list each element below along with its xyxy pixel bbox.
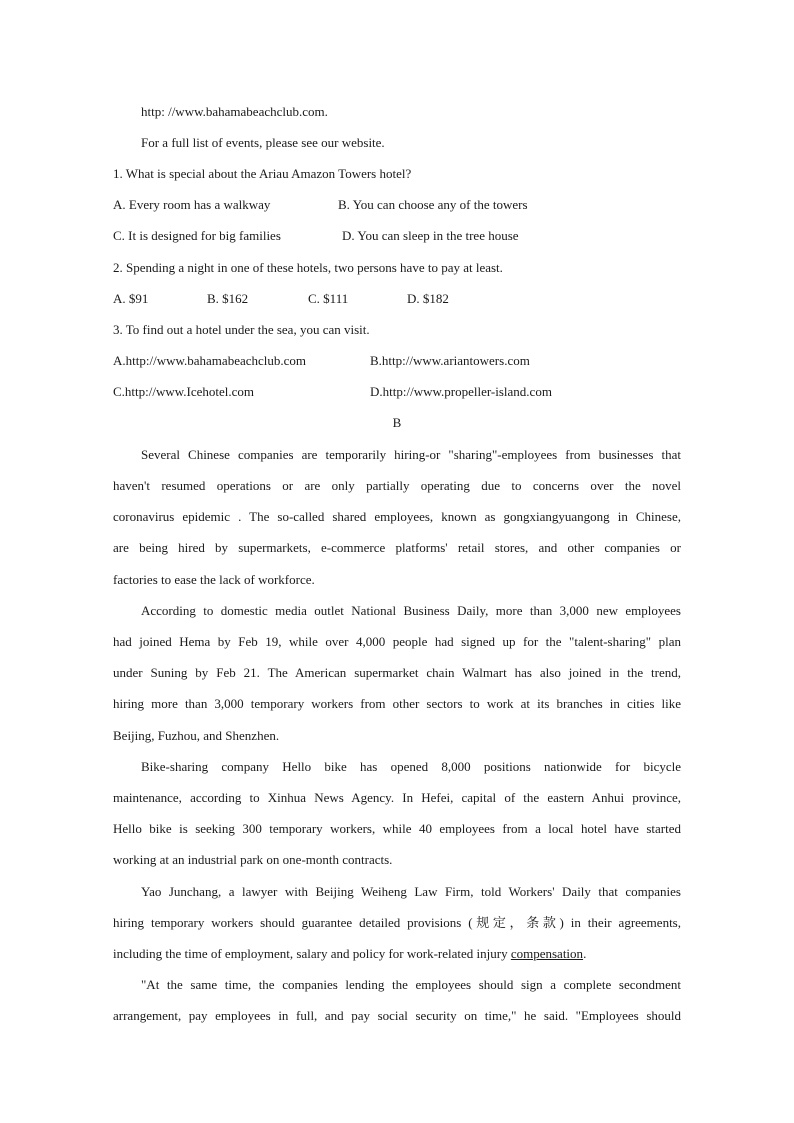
question-1-option-c: C. It is designed for big families bbox=[113, 228, 281, 243]
paragraph-line: According to domestic media outlet National Business Daily, more than 3,000 new employees bbox=[141, 603, 681, 618]
question-1-stem: 1. What is special about the Ariau Amazon Towers hotel? bbox=[113, 166, 412, 181]
question-3-option-d: D.http://www.propeller-island.com bbox=[370, 384, 552, 399]
paragraph-line: Hello bike is seeking 300 temporary workers, while 40 employees from a local hotel have started bbox=[113, 821, 681, 836]
question-1-option-d: D. You can sleep in the tree house bbox=[342, 228, 519, 243]
underlined-word: compensation bbox=[510, 946, 584, 961]
paragraph-line: "At the same time, the companies lending the employees should sign a complete secondment bbox=[141, 977, 681, 992]
paragraph-line: hiring more than 3,000 temporary workers from other sectors to work at its branches in cities like bbox=[113, 696, 681, 711]
paragraph-line: Beijing, Fuzhou, and Shenzhen. bbox=[113, 728, 280, 743]
paragraph-line: Bike-sharing company Hello bike has opened 8,000 positions nationwide for bicycle bbox=[141, 759, 681, 774]
paragraph-line-with-underline bbox=[113, 946, 586, 962]
question-1-option-b: B. You can choose any of the towers bbox=[338, 197, 528, 212]
paragraph-text: including the time of employment, salary and policy for work-related injury bbox=[113, 946, 511, 961]
question-3-option-b: B.http://www.ariantowers.com bbox=[370, 353, 530, 368]
section-heading: B bbox=[392, 415, 402, 430]
question-3-stem: 3. To find out a hotel under the sea, you can visit. bbox=[113, 322, 370, 337]
website-line: http: //www.bahamabeachclub.com. bbox=[141, 104, 328, 119]
paragraph-line: maintenance, according to Xinhua News Agency. In Hefei, capital of the eastern Anhui province, bbox=[113, 790, 681, 805]
paragraph-line: factories to ease the lack of workforce. bbox=[113, 572, 315, 587]
question-2-option-d: D. $182 bbox=[407, 291, 449, 306]
full-list-line: For a full list of events, please see our website. bbox=[141, 135, 385, 150]
question-3-option-a: A.http://www.bahamabeachclub.com bbox=[113, 353, 307, 368]
paragraph-line: had joined Hema by Feb 19, while over 4,000 people had signed up for the "talent-sharing" plan bbox=[113, 634, 681, 649]
paragraph-line: under Suning by Feb 21. The American supermarket chain Walmart has also joined in the trend, bbox=[113, 665, 681, 680]
paragraph-line: coronavirus epidemic . The so-called shared employees, known as gongxiangyuangong in Chinese, bbox=[113, 509, 681, 524]
question-2-option-c: C. $111 bbox=[308, 291, 349, 306]
paragraph-line: Several Chinese companies are temporarily hiring-or "sharing"-employees from businesses that bbox=[141, 447, 681, 462]
paragraph-line: Yao Junchang, a lawyer with Beijing Weiheng Law Firm, told Workers' Daily that companies bbox=[141, 884, 681, 899]
paragraph-line: arrangement, pay employees in full, and pay social security on time," he said. "Employees should bbox=[113, 1008, 681, 1023]
paragraph-line: are being hired by supermarkets, e-commerce platforms' retail stores, and other companies or bbox=[113, 540, 681, 555]
paragraph-line: hiring temporary workers should guarantee detailed provisions (规定，条款) in their agreements, bbox=[113, 915, 681, 930]
paragraph-line: haven't resumed operations or are only partially operating due to concerns over the novel bbox=[113, 478, 681, 493]
question-2-option-b: B. $162 bbox=[207, 291, 249, 306]
period: . bbox=[583, 946, 587, 961]
paragraph-line: working at an industrial park on one-month contracts. bbox=[113, 852, 393, 867]
question-2-stem: 2. Spending a night in one of these hotels, two persons have to pay at least. bbox=[113, 260, 503, 275]
question-3-option-c: C.http://www.Icehotel.com bbox=[113, 384, 255, 399]
question-2-option-a: A. $91 bbox=[113, 291, 149, 306]
question-1-option-a: A. Every room has a walkway bbox=[113, 197, 271, 212]
